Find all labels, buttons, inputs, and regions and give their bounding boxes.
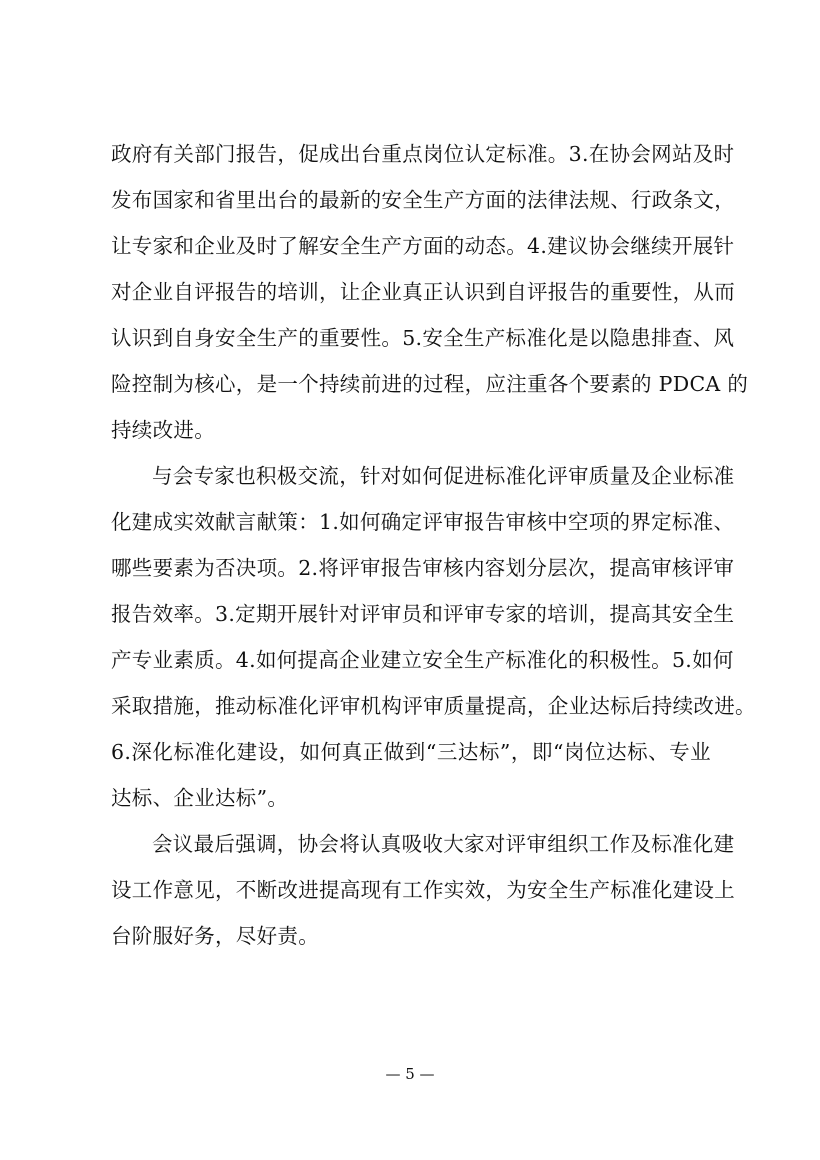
page-number: — 5 —	[385, 1065, 435, 1083]
paragraph-1-line-5: 认识到自身安全生产的重要性。5.安全生产标准化是以隐患排查、风	[111, 326, 735, 350]
paragraph-1-line-7: 持续改进。	[111, 418, 215, 442]
paragraph-1-line-1: 政府有关部门报告，促成出台重点岗位认定标准。3.在协会网站及时	[111, 142, 735, 166]
paragraph-1-line-3: 让专家和企业及时了解安全生产方面的动态。4.建议协会继续开展针	[111, 234, 735, 258]
paragraph-2-line-1: 与会专家也积极交流，针对如何促进标准化评审质量及企业标准	[152, 464, 735, 488]
paragraph-2-line-8: 达标、企业达标”。	[111, 786, 289, 810]
paragraph-2-line-5: 产专业素质。4.如何提高企业建立安全生产标准化的积极性。5.如何	[111, 648, 734, 672]
paragraph-2-line-4: 报告效率。3.定期开展针对评审员和评审专家的培训，提高其安全生	[111, 602, 735, 626]
paragraph-1-line-2: 发布国家和省里出台的最新的安全生产方面的法律法规、行政条文，	[111, 188, 735, 212]
paragraph-3-line-2: 设工作意见，不断改进提高现有工作实效，为安全生产标准化建设上	[111, 878, 735, 902]
paragraph-1-line-4: 对企业自评报告的培训，让企业真正认识到自评报告的重要性，从而	[111, 280, 735, 304]
paragraph-1-line-6: 险控制为核心，是一个持续前进的过程，应注重各个要素的 PDCA 的	[111, 372, 749, 396]
paragraph-2-line-2: 化建成实效献言献策：1.如何确定评审报告审核中空项的界定标准、	[111, 510, 735, 534]
paragraph-2-line-6: 采取措施，推动标准化评审机构评审质量提高，企业达标后持续改进。	[111, 694, 756, 718]
paragraph-3-line-3: 台阶服好务，尽好责。	[111, 924, 319, 948]
paragraph-3-line-1: 会议最后强调，协会将认真吸收大家对评审组织工作及标准化建	[152, 832, 735, 856]
paragraph-2-line-7: 6.深化标准化建设，如何真正做到“三达标”，即“岗位达标、专业	[111, 740, 711, 764]
paragraph-2-line-3: 哪些要素为否决项。2.将评审报告审核内容划分层次，提高审核评审	[111, 556, 735, 580]
